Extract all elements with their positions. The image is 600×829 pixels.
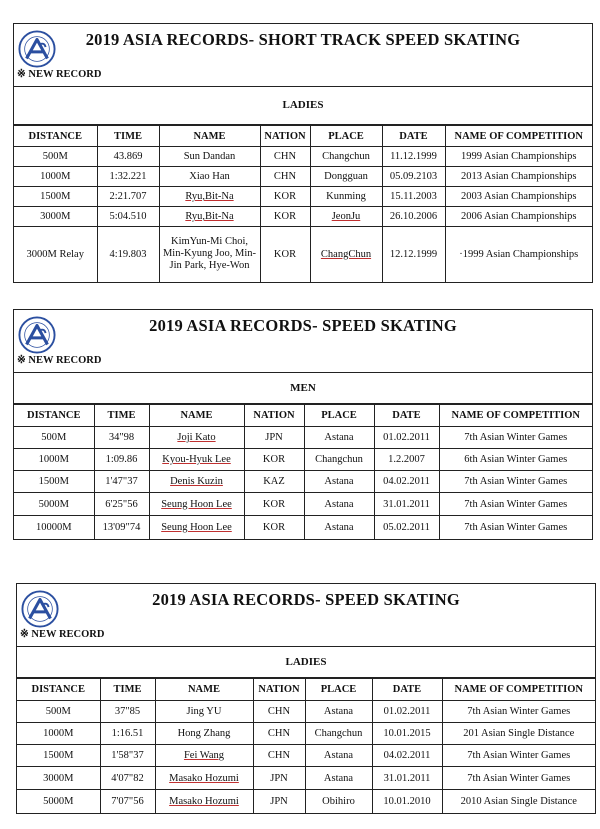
date-cell: 05.02.2011 [374,516,439,539]
column-header: DISTANCE [14,405,94,427]
time-cell: 1:16.51 [100,723,155,745]
nation-cell: KAZ [244,471,304,493]
date-cell: 04.02.2011 [374,471,439,493]
distance-cell: 10000M [14,516,94,539]
column-header: PLACE [310,126,382,147]
nation-cell: KOR [260,227,310,282]
time-cell: 4:19.803 [97,227,159,282]
competition-cell: 7th Asian Winter Games [439,427,592,449]
page-title: 2019 ASIA RECORDS- SPEED SKATING [152,590,460,609]
column-header: NAME [149,405,244,427]
records-sheet-speed-skating-ladies [16,583,596,814]
table-row [14,493,592,516]
column-header: DISTANCE [17,679,100,701]
table-row [14,471,592,493]
table-header-row [14,405,592,427]
table-row [14,227,592,282]
name-cell: Masako Hozumi [155,767,253,790]
column-header: DISTANCE [14,126,97,147]
competition-cell: 1999 Asian Championships [445,147,592,167]
date-cell: 12.12.1999 [382,227,445,282]
nation-cell: CHN [253,701,305,723]
sheet-header [17,584,595,647]
competition-cell: 7th Asian Winter Games [439,516,592,539]
date-cell: 15.11.2003 [382,187,445,207]
column-header: DATE [374,405,439,427]
date-cell: 1.2.2007 [374,449,439,471]
table-row [17,790,595,813]
distance-cell: 5000M [17,790,100,813]
name-cell: Seung Hoon Lee [149,516,244,539]
distance-cell: 1500M [14,471,94,493]
nation-cell: KOR [244,493,304,516]
nation-cell: JPN [253,790,305,813]
page-title: 2019 ASIA RECORDS- SHORT TRACK SPEED SKATING [85,30,521,49]
place-cell: Obihiro [305,790,372,813]
table-row [14,187,592,207]
column-header: NATION [244,405,304,427]
time-cell: 1'58"37 [100,745,155,767]
column-header: DATE [382,126,445,147]
column-header: NAME OF COMPETITION [439,405,592,427]
table-row [14,427,592,449]
column-header: NATION [260,126,310,147]
competition-cell: 7th Asian Winter Games [442,701,595,723]
time-cell: 37"85 [100,701,155,723]
category-label: MEN [14,373,592,404]
date-cell: 04.02.2011 [372,745,442,767]
table-header-row [17,679,595,701]
name-cell: Ryu,Bit-Na [159,187,260,207]
date-cell: 05.09.2103 [382,167,445,187]
date-cell: 11.12.1999 [382,147,445,167]
new-record-legend: ※ NEW RECORD [17,355,102,366]
time-cell: 6'25"56 [94,493,149,516]
nation-cell: CHN [253,745,305,767]
table-row [17,767,595,790]
records-table [14,404,592,539]
nation-cell: JPN [244,427,304,449]
place-cell: Changchun [305,723,372,745]
page-title: 2019 ASIA RECORDS- SPEED SKATING [149,316,457,335]
date-cell: 26.10.2006 [382,207,445,227]
date-cell: 31.01.2011 [372,767,442,790]
time-cell: 1:09.86 [94,449,149,471]
time-cell: 7'07"56 [100,790,155,813]
place-cell: Astana [304,471,374,493]
name-cell: Xiao Han [159,167,260,187]
competition-cell: 2003 Asian Championships [445,187,592,207]
date-cell: 01.02.2011 [372,701,442,723]
place-cell: Kunming [310,187,382,207]
competition-cell: 7th Asian Winter Games [442,745,595,767]
time-cell: 13'09"74 [94,516,149,539]
name-cell: Sun Dandan [159,147,260,167]
records-sheet-short-track-ladies [13,23,593,283]
table-row [17,701,595,723]
nation-cell: CHN [260,147,310,167]
table-row [14,147,592,167]
name-cell: Masako Hozumi [155,790,253,813]
distance-cell: 1500M [17,745,100,767]
time-cell: 2:21.707 [97,187,159,207]
table-row [14,167,592,187]
name-cell: Jing YU [155,701,253,723]
time-cell: 5:04.510 [97,207,159,227]
competition-cell: 7th Asian Winter Games [439,493,592,516]
records-table [14,125,592,282]
distance-cell: 5000M [14,493,94,516]
nation-cell: KOR [260,187,310,207]
sheet-header [14,24,592,87]
distance-cell: 500M [17,701,100,723]
name-cell: Ryu,Bit-Na [159,207,260,227]
new-record-legend: ※ NEW RECORD [17,69,102,80]
nation-cell: JPN [253,767,305,790]
competition-cell: 7th Asian Winter Games [442,767,595,790]
records-table [17,678,595,813]
distance-cell: 1000M [14,449,94,471]
new-record-legend: ※ NEW RECORD [20,629,105,640]
time-cell: 1:32.221 [97,167,159,187]
place-cell: Astana [305,767,372,790]
column-header: NAME [159,126,260,147]
place-cell: Astana [305,745,372,767]
competition-cell: 201 Asian Single Distance [442,723,595,745]
table-row [17,723,595,745]
name-cell: Joji Kato [149,427,244,449]
column-header: DATE [372,679,442,701]
distance-cell: 500M [14,147,97,167]
date-cell: 10.01.2010 [372,790,442,813]
competition-cell: ·1999 Asian Championships [445,227,592,282]
column-header: NATION [253,679,305,701]
time-cell: 43.869 [97,147,159,167]
column-header: TIME [97,126,159,147]
place-cell: Astana [304,516,374,539]
name-cell: Denis Kuzin [149,471,244,493]
place-cell: Astana [304,427,374,449]
category-label: LADIES [14,87,592,125]
table-header-row [14,126,592,147]
time-cell: 4'07"82 [100,767,155,790]
distance-cell: 3000M [17,767,100,790]
records-sheet-speed-skating-men [13,309,593,540]
date-cell: 01.02.2011 [374,427,439,449]
nation-cell: CHN [260,167,310,187]
name-cell: Fei Wang [155,745,253,767]
nation-cell: KOR [260,207,310,227]
distance-cell: 1000M [14,167,97,187]
distance-cell: 3000M Relay [14,227,97,282]
table-row [14,516,592,539]
column-header: TIME [94,405,149,427]
date-cell: 10.01.2015 [372,723,442,745]
competition-cell: 6th Asian Winter Games [439,449,592,471]
place-cell: Astana [305,701,372,723]
name-cell: Seung Hoon Lee [149,493,244,516]
competition-cell: 2013 Asian Championships [445,167,592,187]
competition-cell: 7th Asian Winter Games [439,471,592,493]
sheet-header [14,310,592,373]
place-cell: Changchun [310,147,382,167]
category-label: LADIES [17,647,595,678]
table-row [17,745,595,767]
distance-cell: 3000M [14,207,97,227]
column-header: PLACE [305,679,372,701]
column-header: NAME [155,679,253,701]
distance-cell: 500M [14,427,94,449]
name-cell: KimYun-Mi Choi, Min-Kyung Joo, Min-Jin Park, Hye-Won [159,227,260,282]
place-cell: Astana [304,493,374,516]
table-row [14,449,592,471]
nation-cell: KOR [244,449,304,471]
nation-cell: KOR [244,516,304,539]
competition-cell: 2006 Asian Championships [445,207,592,227]
date-cell: 31.01.2011 [374,493,439,516]
competition-cell: 2010 Asian Single Distance [442,790,595,813]
distance-cell: 1500M [14,187,97,207]
place-cell: Changchun [304,449,374,471]
place-cell: JeonJu [310,207,382,227]
name-cell: Kyou-Hyuk Lee [149,449,244,471]
place-cell: ChangChun [310,227,382,282]
name-cell: Hong Zhang [155,723,253,745]
column-header: PLACE [304,405,374,427]
nation-cell: CHN [253,723,305,745]
distance-cell: 1000M [17,723,100,745]
table-row [14,207,592,227]
column-header: NAME OF COMPETITION [442,679,595,701]
time-cell: 34"98 [94,427,149,449]
time-cell: 1'47"37 [94,471,149,493]
column-header: TIME [100,679,155,701]
place-cell: Dongguan [310,167,382,187]
column-header: NAME OF COMPETITION [445,126,592,147]
